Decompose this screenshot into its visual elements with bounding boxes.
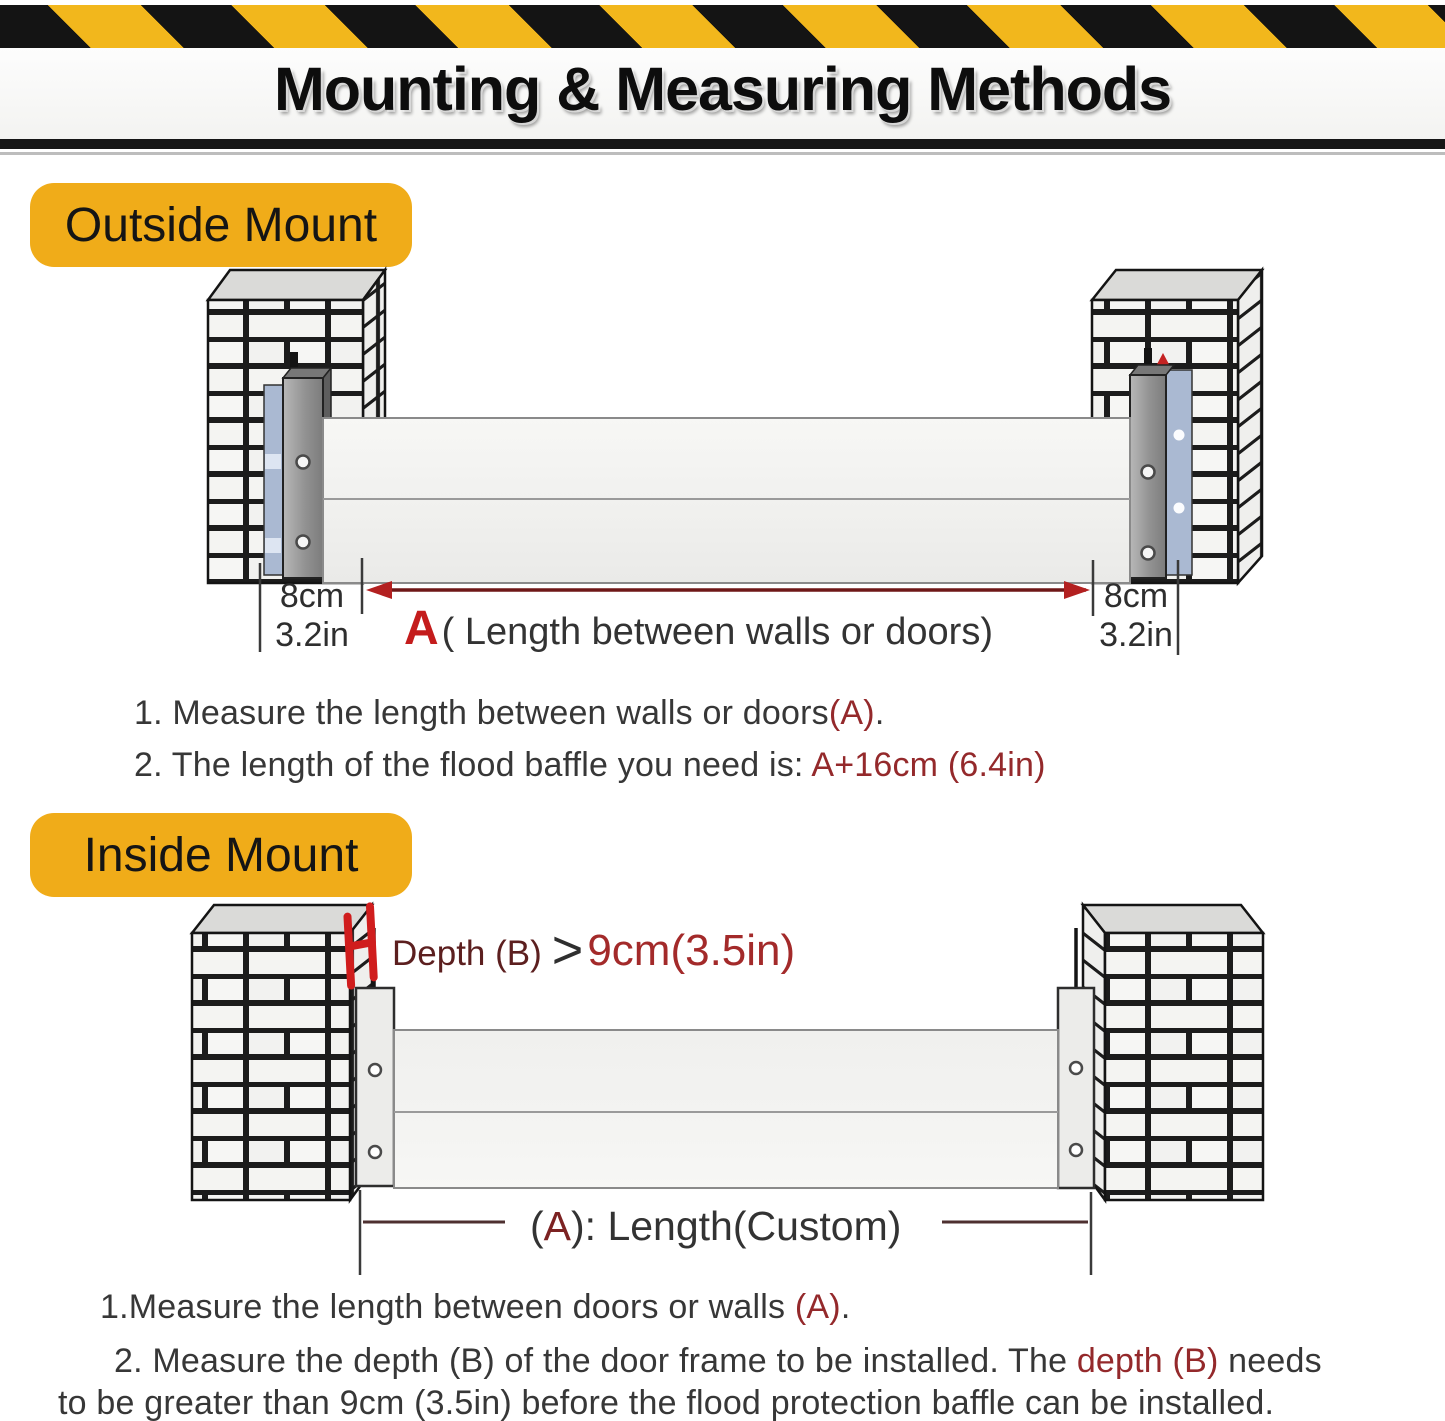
length-custom-label <box>530 1203 901 1250</box>
left-brick-pillar <box>192 905 372 1200</box>
right-guide-strip <box>1166 370 1192 575</box>
step-accent: (A) <box>794 1288 841 1326</box>
label-text: ( Length between walls or doors) <box>441 611 993 653</box>
step-text: 2. The length of the flood baffle you need is: <box>134 746 812 784</box>
outside-mount-badge: Outside Mount <box>30 183 412 267</box>
dim-left-in: 3.2in <box>275 616 349 654</box>
outside-step-1 <box>134 694 884 733</box>
guide-strip-highlight <box>265 538 281 553</box>
label-a: A <box>404 602 439 655</box>
step-text: 1. Measure the length between walls or doors <box>134 694 829 732</box>
screw-hole <box>1070 1144 1082 1156</box>
inside-mount-badge: Inside Mount <box>30 813 412 897</box>
depth-label <box>392 916 795 978</box>
flood-baffle <box>394 1030 1058 1188</box>
depth-text: Depth (B) <box>392 934 542 973</box>
pillar-front-face <box>192 933 350 1200</box>
guide-strip-dot <box>1174 430 1185 441</box>
pillar-side-face <box>1238 270 1262 583</box>
inside-step-2-line-2: to be greater than 9cm (3.5in) before the flood protection baffle can be installed. <box>58 1384 1275 1421</box>
screw-hole <box>1070 1062 1082 1074</box>
inside-step-2-line-1 <box>114 1342 1322 1381</box>
screw-hole <box>369 1146 381 1158</box>
dim-right-cm: 8cm <box>1103 577 1169 615</box>
pillar-top-face <box>208 270 385 300</box>
left-mounting-channel <box>356 988 394 1186</box>
hazard-stripe-banner <box>0 5 1445 48</box>
title-divider <box>0 139 1445 149</box>
screw-hole <box>369 1064 381 1076</box>
title-divider-light <box>0 152 1445 155</box>
guide-strip-dot <box>1174 503 1185 514</box>
pillar-top-face <box>1092 270 1262 300</box>
step-text: . <box>840 1288 851 1326</box>
outside-step-2 <box>134 746 1046 785</box>
length-arrow-label <box>404 601 993 656</box>
dim-left-cm: 8cm <box>279 577 345 615</box>
step-accent: (A) <box>828 694 875 732</box>
step-text: 2. Measure the depth (B) of the door frame to be installed. The <box>114 1342 1077 1380</box>
screw-hole <box>297 536 310 549</box>
step-text: . <box>874 694 885 732</box>
pillar-top-face <box>1083 905 1263 933</box>
right-mounting-channel <box>1058 988 1094 1188</box>
label-text: ( <box>530 1203 544 1249</box>
step-text: needs <box>1218 1342 1322 1380</box>
page-title: Mounting & Measuring Methods <box>273 55 1172 123</box>
screw-hole <box>297 456 310 469</box>
step-accent: depth (B) <box>1076 1342 1219 1380</box>
step-accent: A+16cm (6.4in) <box>811 746 1046 784</box>
dim-right-in: 3.2in <box>1099 616 1173 654</box>
guide-strip-highlight <box>265 454 281 469</box>
flood-baffle <box>323 418 1130 583</box>
pillar-front-face <box>1105 933 1263 1200</box>
inside-step-1 <box>100 1288 850 1327</box>
screw-hole <box>1142 466 1155 479</box>
label-a: A <box>543 1203 572 1249</box>
step-text: 1.Measure the length between doors or walls <box>100 1288 795 1326</box>
greater-than-sign: > <box>551 920 584 980</box>
right-brick-pillar <box>1083 905 1263 1200</box>
depth-value: 9cm(3.5in) <box>587 926 796 975</box>
label-text: ): Length(Custom) <box>571 1203 902 1249</box>
screw-hole <box>1142 547 1155 560</box>
